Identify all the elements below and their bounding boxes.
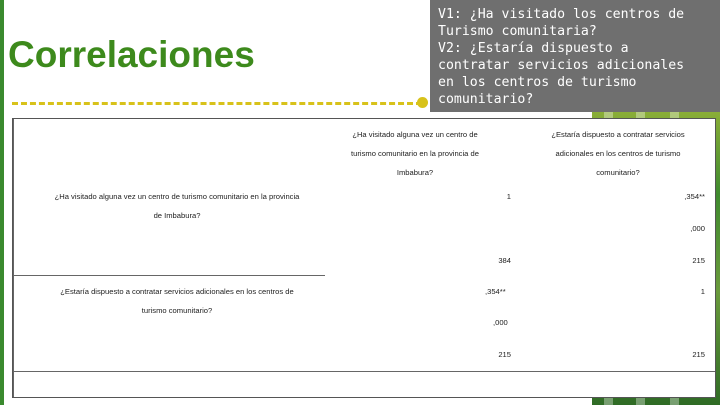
table-cell: 1 — [700, 287, 705, 296]
table-cell: ,354** — [684, 192, 705, 201]
definition-line: Turismo comunitaria? — [438, 24, 597, 39]
table-cell: 215 — [692, 256, 705, 265]
column-header-v2: ¿Estaría dispuesto a contratar servicios adicionales en los centros de turismo comunitario? — [551, 130, 685, 177]
slide-title: Correlaciones — [8, 34, 255, 75]
variable-definitions-box — [430, 0, 720, 112]
left-accent-bar — [0, 0, 4, 405]
table-cell: 1 — [506, 192, 511, 201]
table-cell: ,000 — [493, 318, 508, 327]
table-cell: ,000 — [690, 224, 705, 233]
table-divider — [13, 119, 14, 397]
correlation-table — [12, 118, 716, 398]
definition-line: en los centros de turismo — [438, 75, 637, 90]
table-divider — [13, 371, 715, 372]
accent-dot — [417, 97, 428, 108]
table-cell: 215 — [498, 350, 511, 359]
table-divider — [13, 275, 325, 276]
accent-dashed-line — [12, 102, 422, 105]
definition-line: comunitario? — [438, 92, 534, 107]
definition-line: V1: ¿Ha visitado los centros de — [438, 7, 685, 22]
column-header-v1: ¿Ha visitado alguna vez un centro de turismo comunitario en la provincia de Imbabura? — [351, 130, 479, 177]
definition-line: V2: ¿Estaría dispuesto a — [438, 41, 629, 56]
table-cell: ,354** — [485, 287, 506, 296]
table-cell: 384 — [498, 256, 511, 265]
row-label-v2: ¿Estaría dispuesto a contratar servicios adicionales en los centros de turismo comunitario? — [60, 287, 294, 315]
definition-line: contratar servicios adicionales — [438, 58, 685, 73]
row-label-v1: ¿Ha visitado alguna vez un centro de turismo comunitario en la provincia de Imbabura? — [54, 192, 300, 220]
table-cell: 215 — [692, 350, 705, 359]
